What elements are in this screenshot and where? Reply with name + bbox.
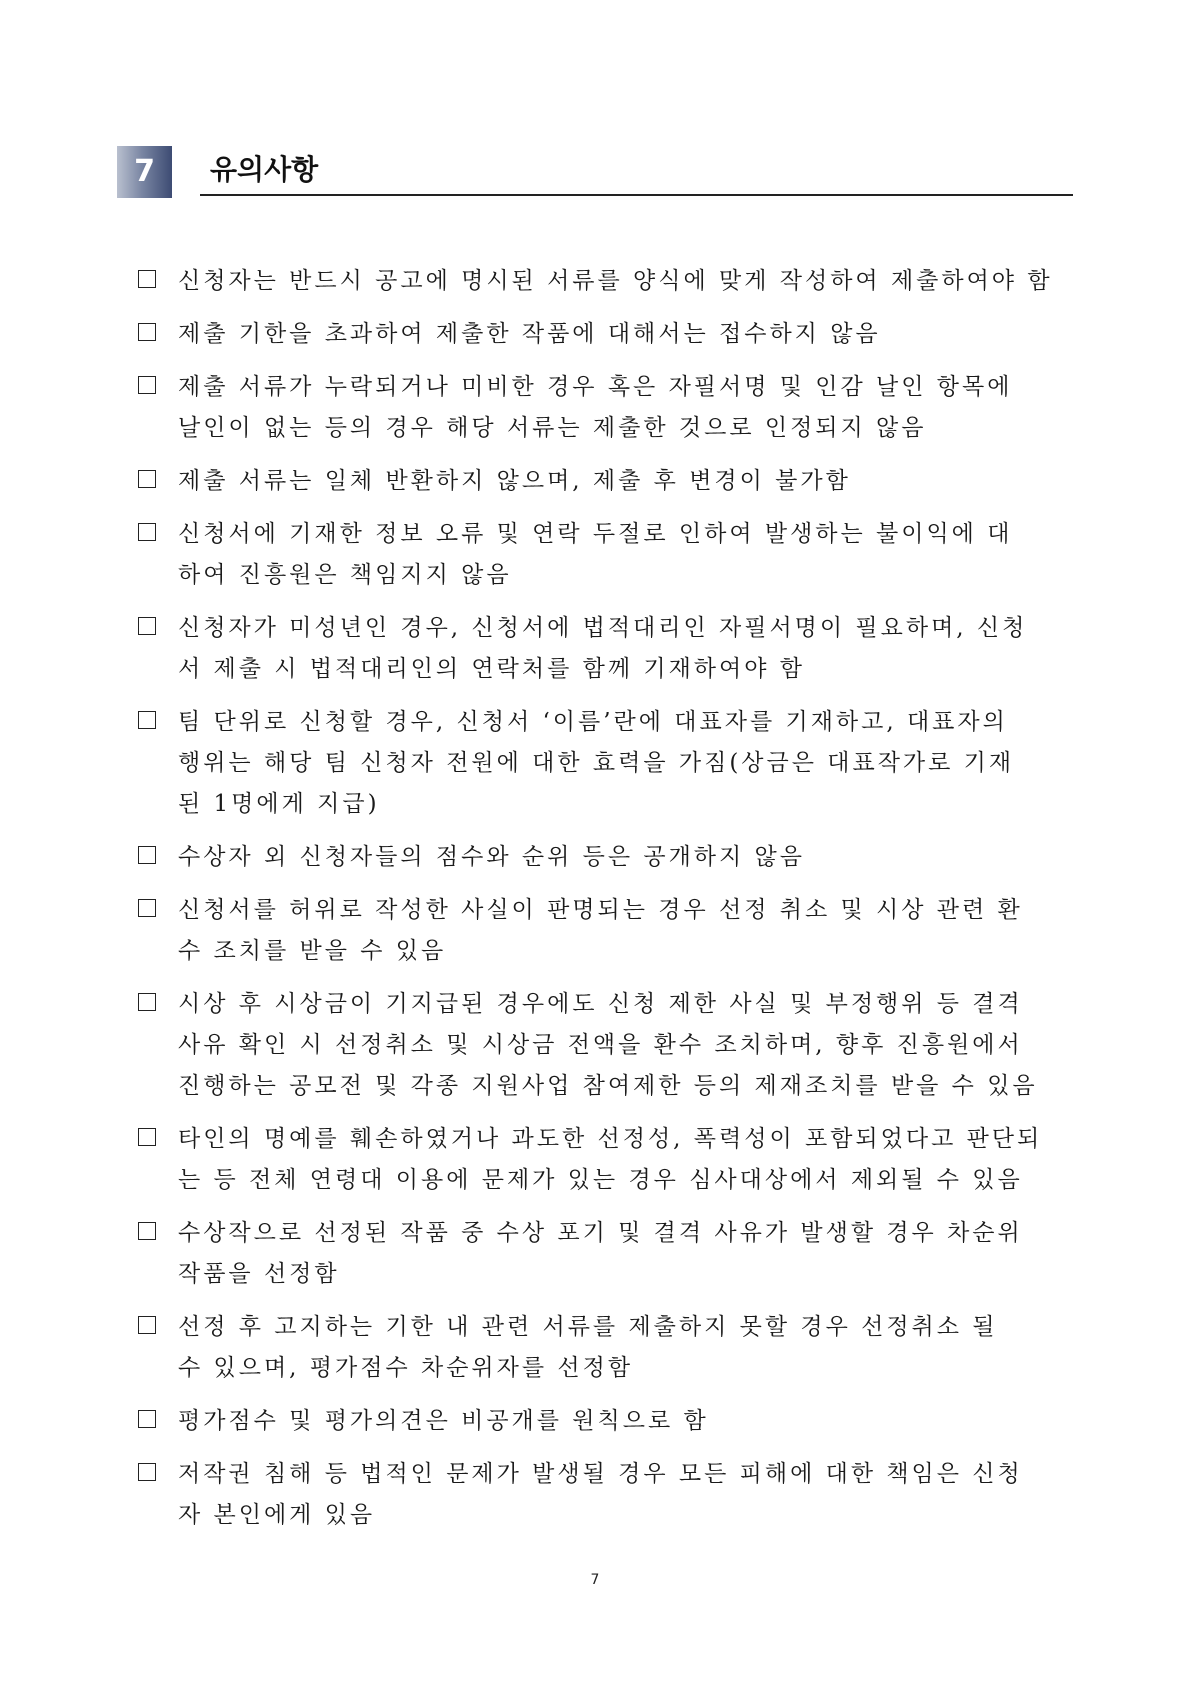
list-item-text: 신청자는 반드시 공고에 명시된 서류를 양식에 맞게 작성하여 제출하여야 함 (178, 268, 1053, 294)
list-item (138, 261, 1078, 302)
list-item (138, 514, 1078, 596)
checkbox-square-icon (138, 470, 156, 488)
list-item (138, 837, 1078, 878)
list-item-text: 수상자 외 신청자들의 점수와 순위 등은 공개하지 않음 (178, 844, 805, 870)
list-item (138, 461, 1078, 502)
checkbox-square-icon (138, 993, 156, 1011)
list-item-text: 타인의 명예를 훼손하였거나 과도한 선정성, 폭력성이 포함되었다고 판단되 (178, 1126, 1043, 1152)
list-item (138, 1401, 1078, 1442)
list-item-text: 날인이 없는 등의 경우 해당 서류는 제출한 것으로 인정되지 않음 (178, 415, 927, 441)
list-item-text: 평가점수 및 평가의견은 비공개를 원칙으로 함 (178, 1408, 709, 1434)
checkbox-square-icon (138, 1222, 156, 1240)
list-item (138, 1454, 1078, 1536)
list-item-text: 선정 후 고지하는 기한 내 관련 서류를 제출하지 못할 경우 선정취소 될 (178, 1314, 998, 1340)
list-item (138, 890, 1078, 972)
checkbox-square-icon (138, 846, 156, 864)
list-item-text: 신청서를 허위로 작성한 사실이 판명되는 경우 선정 취소 및 시상 관련 환 (178, 897, 1023, 923)
list-item-text: 저작권 침해 등 법적인 문제가 발생될 경우 모든 피해에 대한 책임은 신청 (178, 1461, 1023, 1487)
list-item-text: 제출 기한을 초과하여 제출한 작품에 대해서는 접수하지 않음 (178, 321, 881, 347)
list-item-text: 행위는 해당 팀 신청자 전원에 대한 효력을 가짐(상금은 대표작가로 기재 (178, 750, 1015, 776)
list-item (138, 314, 1078, 355)
checkbox-square-icon (138, 1410, 156, 1428)
list-item-text: 팀 단위로 신청할 경우, 신청서 ‘이름’란에 대표자를 기재하고, 대표자의 (178, 709, 1008, 735)
notice-list (138, 261, 1078, 1548)
list-item-text: 수 있으며, 평가점수 차순위자를 선정함 (178, 1355, 634, 1381)
list-item (138, 1119, 1078, 1201)
list-item (138, 608, 1078, 690)
list-item (138, 984, 1078, 1107)
checkbox-square-icon (138, 899, 156, 917)
list-item-text: 시상 후 시상금이 기지급된 경우에도 신청 제한 사실 및 부정행위 등 결격 (178, 991, 1023, 1017)
list-item-text: 하여 진흥원은 책임지지 않음 (178, 562, 512, 588)
checkbox-square-icon (138, 1463, 156, 1481)
list-item-text: 신청서에 기재한 정보 오류 및 연락 두절로 인하여 발생하는 불이익에 대 (178, 521, 1013, 547)
list-item-text: 서 제출 시 법적대리인의 연락처를 함께 기재하여야 함 (178, 656, 805, 682)
list-item-text: 자 본인에게 있음 (178, 1502, 376, 1528)
section-header (117, 146, 1072, 198)
page-number: 7 (590, 1572, 600, 1588)
list-item-text: 사유 확인 시 선정취소 및 시상금 전액을 환수 조치하며, 향후 진흥원에서 (178, 1032, 1023, 1058)
checkbox-square-icon (138, 376, 156, 394)
section-number-badge: 7 (117, 146, 172, 198)
list-item (138, 702, 1078, 825)
title-underline (200, 194, 1073, 196)
list-item (138, 1307, 1078, 1389)
checkbox-square-icon (138, 323, 156, 341)
list-item-text: 진행하는 공모전 및 각종 지원사업 참여제한 등의 제재조치를 받을 수 있음 (178, 1073, 1038, 1099)
list-item-text: 된 1명에게 지급) (178, 791, 380, 817)
list-item-text: 신청자가 미성년인 경우, 신청서에 법적대리인 자필서명이 필요하며, 신청 (178, 615, 1028, 641)
list-item-text: 는 등 전체 연령대 이용에 문제가 있는 경우 심사대상에서 제외될 수 있음 (178, 1167, 1023, 1193)
list-item-text: 제출 서류가 누락되거나 미비한 경우 혹은 자필서명 및 인감 날인 항목에 (178, 374, 1013, 400)
list-item (138, 367, 1078, 449)
checkbox-square-icon (138, 711, 156, 729)
list-item-text: 작품을 선정함 (178, 1261, 340, 1287)
checkbox-square-icon (138, 617, 156, 635)
list-item (138, 1213, 1078, 1295)
list-item-text: 수 조치를 받을 수 있음 (178, 938, 447, 964)
section-title: 유의사항 (210, 153, 319, 186)
checkbox-square-icon (138, 1316, 156, 1334)
checkbox-square-icon (138, 270, 156, 288)
checkbox-square-icon (138, 1128, 156, 1146)
list-item-text: 수상작으로 선정된 작품 중 수상 포기 및 결격 사유가 발생할 경우 차순위 (178, 1220, 1023, 1246)
list-item-text: 제출 서류는 일체 반환하지 않으며, 제출 후 변경이 불가함 (178, 468, 851, 494)
checkbox-square-icon (138, 523, 156, 541)
